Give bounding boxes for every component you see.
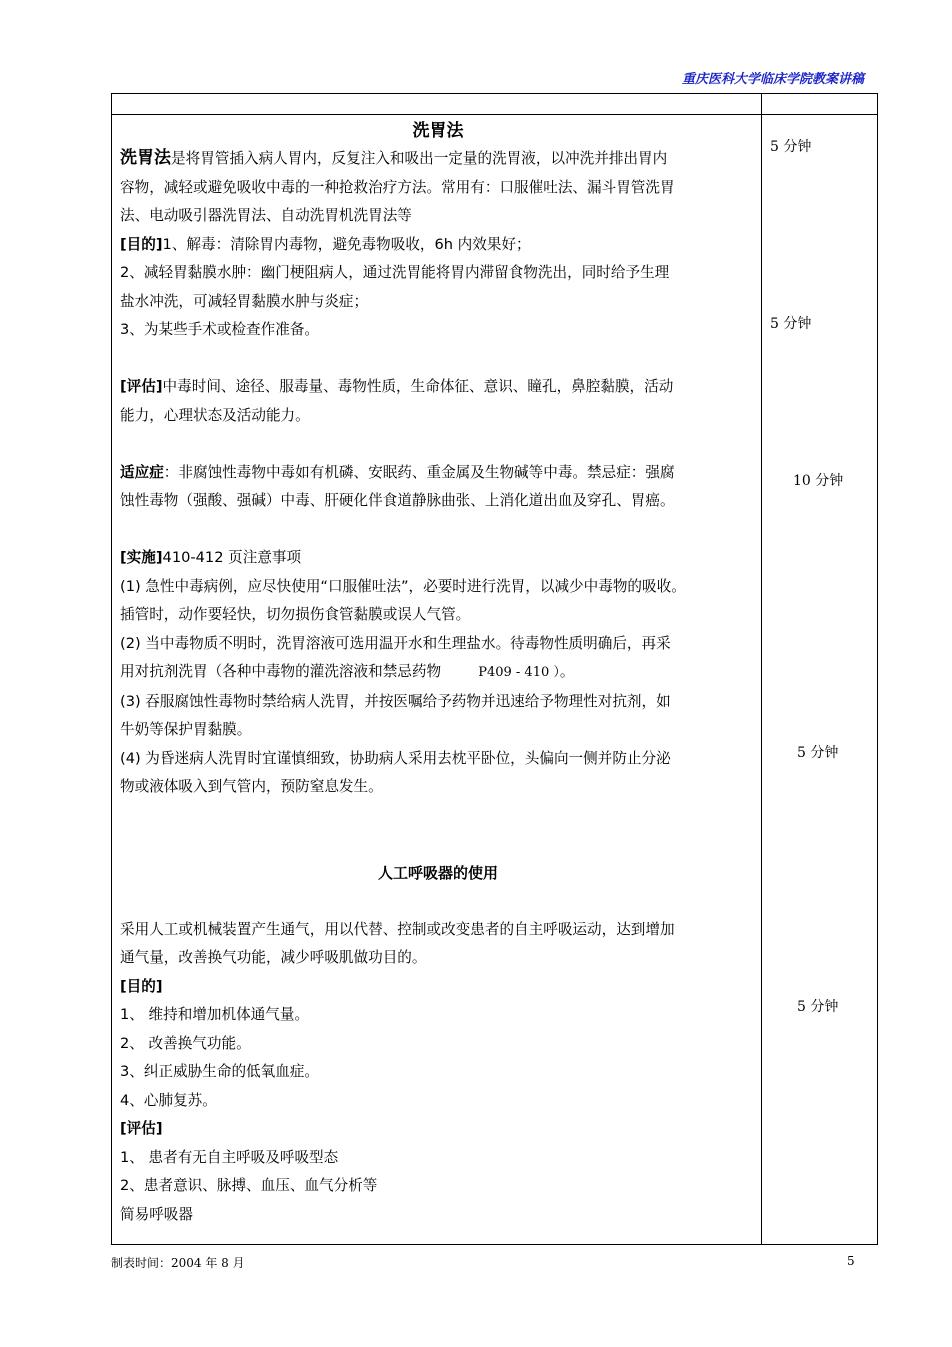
purpose-text: 1、解毒：清除胃内毒物，避免毒物吸收，6h 内效果好； (162, 235, 531, 253)
implementation-text: 410-412 页注意事项 (162, 549, 302, 566)
column-divider (761, 94, 762, 1244)
ventilator-purpose-item: 3、纠正威胁生命的低氧血症。 (120, 1063, 320, 1080)
ventilator-assess-item: 简易呼吸器 (120, 1205, 193, 1223)
implementation-line (120, 544, 756, 573)
page-number: 5 (847, 1254, 855, 1268)
ventilator-assess-item: 2、患者意识、脉搏、血压、血气分析等 (120, 1177, 378, 1194)
footer-date: 制表时间：2004 年 8 月 (111, 1256, 245, 1270)
note-line: (2) 当中毒物质不明时，洗胃溶液可选用温开水和生理盐水。待毒物性质明确后，再采 (120, 634, 671, 652)
section-title-gastric-lavage: 洗胃法 (412, 121, 464, 141)
ventilator-purpose-label: [目的] (120, 977, 163, 995)
assessment-text: 中毒时间、途径、服毒量、毒物性质，生命体征、意识、瞳孔，鼻腔黏膜，活动 (162, 378, 674, 395)
section-title-ventilator: 人工呼吸器的使用 (377, 863, 498, 882)
note-text: 用对抗剂洗胃（各种中毒物的灌洗溶液和禁忌药物 (120, 663, 442, 680)
intro-term: 洗胃法 (120, 148, 171, 168)
ventilator-purpose-item: 1、 维持和增加机体通气量。 (120, 1006, 310, 1023)
intro-text: 是将胃管插入病人胃内，反复注入和吸出一定量的洗胃液，以冲洗并排出胃内 (171, 150, 668, 167)
purpose-line: 盐水冲洗，可减轻胃黏膜水肿与炎症； (120, 292, 369, 310)
intro-paragraph (120, 144, 756, 174)
ventilator-purpose-item: 2、 改善换气功能。 (120, 1034, 251, 1052)
note-line: (3) 吞服腐蚀性毒物时禁给病人洗胃，并按医嘱给予药物并迅速给予物理性对抗剂，如 (120, 692, 671, 710)
intro-line: 容物，减轻或避免吸收中毒的一种抢救治疗方法。常用有：口服催吐法、漏斗胃管洗胃 (120, 178, 675, 196)
intro-line: 法、电动吸引器洗胃法、自动洗胃机洗胃法等 (120, 207, 412, 224)
note-end: 。 (559, 663, 575, 680)
note-line: 插管时，动作要轻快，切勿损伤食管黏膜或误人气管。 (120, 606, 471, 623)
purpose-line: 2、减轻胃黏膜水肿：幽门梗阻病人，通过洗胃能将胃内滞留食物洗出，同时给予生理 (120, 264, 670, 281)
assessment-label: [评估] (120, 378, 163, 395)
implementation-label: [实施] (120, 549, 163, 566)
time-allocation: 10 分钟 (793, 473, 844, 489)
time-allocation: 5 分钟 (797, 745, 839, 761)
table-header-row (112, 94, 877, 115)
assessment-line (120, 373, 756, 402)
content-column (120, 118, 756, 1229)
indication-line (120, 459, 756, 488)
note-line: (4) 为昏迷病人洗胃时宜谨慎细致，协助病人采用去枕平卧位，头偏向一侧并防止分泌 (120, 749, 671, 767)
ventilator-assess-label: [评估] (120, 1120, 163, 1137)
ventilator-purpose-item: 4、心肺复苏。 (120, 1091, 217, 1109)
time-allocation: 5 分钟 (770, 316, 812, 332)
assessment-line: 能力，心理状态及活动能力。 (120, 406, 310, 424)
lesson-table (111, 93, 878, 1245)
ventilator-assess-item: 1、 患者有无自主呼吸及呼吸型态 (120, 1148, 339, 1166)
ventilator-intro-line: 采用人工或机械装置产生通气，用以代替、控制或改变患者的自主呼吸运动，达到增加 (120, 920, 675, 938)
ventilator-intro-line: 通气量，改善换气功能，减少呼吸肌做功目的。 (120, 949, 427, 966)
time-allocation: 5 分钟 (797, 999, 839, 1015)
note-line: (1) 急性中毒病例，应尽快使用“口服催吐法”，必要时进行洗胃，以减少中毒物的吸收。 (120, 577, 686, 595)
purpose-line (120, 231, 756, 260)
note-line: 物或液体吸入到气管内，预防窒息发生。 (120, 778, 383, 795)
page-reference: P409 - 410 ） (478, 665, 560, 680)
indication-label: 适应症 (120, 463, 164, 481)
indication-line: 蚀性毒物（强酸、强碱）中毒、肝硬化伴食道静脉曲张、上消化道出血及穿孔、胃癌。 (120, 492, 675, 509)
indication-text: ：非腐蚀性毒物中毒如有机磷、安眠药、重金属及生物碱等中毒。禁忌症：强腐 (163, 463, 675, 481)
note-line (120, 658, 756, 688)
purpose-line: 3、为某些手术或检查作准备。 (120, 321, 320, 338)
time-allocation: 5 分钟 (770, 139, 812, 155)
note-line: 牛奶等保护胃黏膜。 (120, 721, 252, 738)
purpose-label: [目的] (120, 235, 163, 253)
document-brand-header: 重庆医科大学临床学院教案讲稿 (681, 72, 864, 87)
